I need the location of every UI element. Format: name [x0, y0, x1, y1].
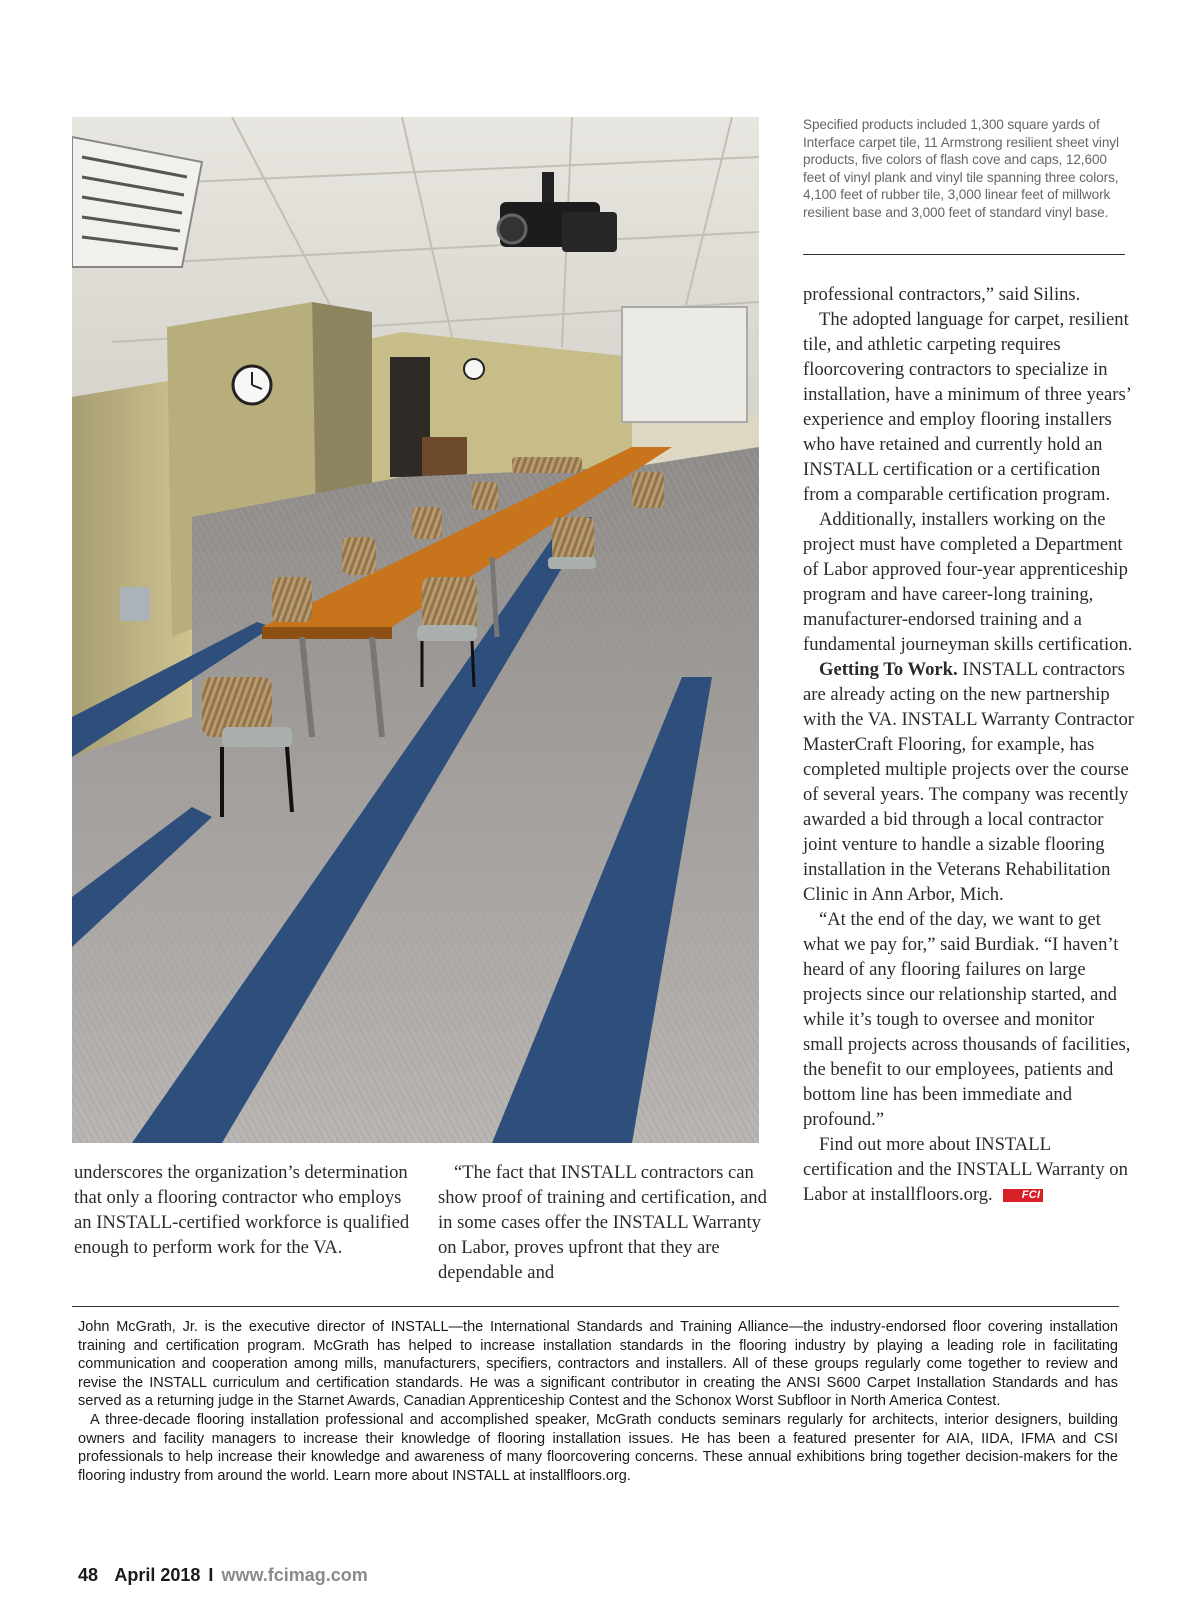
paragraph: The adopted language for carpet, resilient tile, and athletic carpeting requires floorcovering contractors to specialize in installation, have a minimum of three years’ experience and employ flooring installers who have retained and currently hold an INSTALL certification or a certification from a comparable certification program. — [803, 309, 1131, 505]
paragraph: Additionally, installers working on the project must have completed a Department of Labor approved four-year apprenticeship program and have career-long training, manufacturer-endorsed training and a fundamental journeyman skills certification. — [803, 509, 1133, 655]
paragraph: “The fact that INSTALL contractors can show proof of training and certification, and in some cases offer the INSTALL Warranty on Labor, proves upfront that they are dependable and — [438, 1162, 767, 1283]
paragraph-text: Find out more about INSTALL certification and the INSTALL Warranty on Labor at installfloors.org. — [803, 1134, 1128, 1205]
bio-paragraph: A three-decade flooring installation professional and accomplished speaker, McGrath conducts seminars regularly for architects, interior designers, building owners and facility managers to increase their knowledge of flooring installation issues. He has been a featured presenter for AIA, IIDA, IFMA and CSI professionals to help increase their knowledge and awareness of many floorcovering concerns. These annual exhibitions bring together decision-makers for the flooring industry from around the world. Learn more about INSTALL at installfloors.org. — [78, 1411, 1118, 1484]
article-bottom-left-column — [74, 1160, 414, 1260]
subhead-getting-to-work: Getting To Work. — [819, 659, 958, 680]
footer-separator: I — [208, 1565, 214, 1585]
website-link[interactable]: www.fcimag.com — [221, 1565, 368, 1585]
paragraph-text: INSTALL contractors are already acting on the new partnership with the VA. INSTALL Warranty Contractor MasterCraft Flooring, for example, has completed multiple projects over the course of several years. The company was recently awarded a bid through a local contractor joint venture to handle a sizable flooring installation in the Veterans Rehabilitation Clinic in Ann Arbor, Mich. — [803, 659, 1134, 905]
article-bottom-middle-column — [438, 1160, 768, 1285]
caption-divider — [803, 254, 1125, 255]
conference-room-illustration — [72, 117, 759, 1143]
author-bio — [78, 1318, 1118, 1485]
paragraph: “At the end of the day, we want to get what we pay for,” said Burdiak. “I haven’t heard of any flooring failures on large projects since our relationship started, and while it’s tough to oversee and monitor small projects across thousands of facilities, the benefit to our employees, patients and bottom line has been immediate and profound.” — [803, 909, 1131, 1130]
article-right-column — [803, 282, 1139, 1207]
paragraph — [803, 1132, 1139, 1207]
projection-screen — [622, 307, 747, 422]
wall-clock-icon — [233, 366, 271, 404]
paragraph: underscores the organization’s determination that only a flooring contractor who employs an INSTALL-certified workforce is qualified enough to perform work for the VA. — [74, 1162, 410, 1258]
fci-end-mark: FCI — [1003, 1189, 1044, 1202]
page-footer — [78, 1565, 368, 1586]
trash-can — [120, 587, 150, 621]
bio-paragraph: John McGrath, Jr. is the executive director of INSTALL—the International Standards and Training Alliance—the industry-endorsed floor covering installation training and certification program. McGrath has helped to increase installation standards in the flooring industry by playing a leading role in facilitating communication and cooperation among mills, manufacturers, specifiers, contractors and installers. All of these groups regularly come together to review and revise the INSTALL curriculum and certification standards. He was a significant contributor in creating the ANSI S600 Carpet Installation Standards and has served as a returning judge in the Starnet Awards, Canadian Apprenticeship Contest and the Schonox Worst Subfloor in North America Contest. — [78, 1319, 1118, 1410]
bio-divider — [72, 1306, 1119, 1307]
wall-clock-icon — [464, 359, 484, 379]
paragraph — [803, 657, 1139, 907]
photo-caption: Specified products included 1,300 square yards of Interface carpet tile, 11 Armstrong resilient sheet vinyl products, five colors of flash cove and caps, 12,600 feet of vinyl plank and vinyl tile spanning three colors, 4,100 feet of rubber tile, 3,000 linear feet of millwork resilient base and 3,000 feet of standard vinyl base. — [803, 117, 1119, 220]
issue-date: April 2018 — [114, 1565, 201, 1585]
page-number: 48 — [78, 1565, 99, 1585]
conference-room-photo — [72, 117, 759, 1143]
paragraph: professional contractors,” said Silins. — [803, 284, 1081, 305]
